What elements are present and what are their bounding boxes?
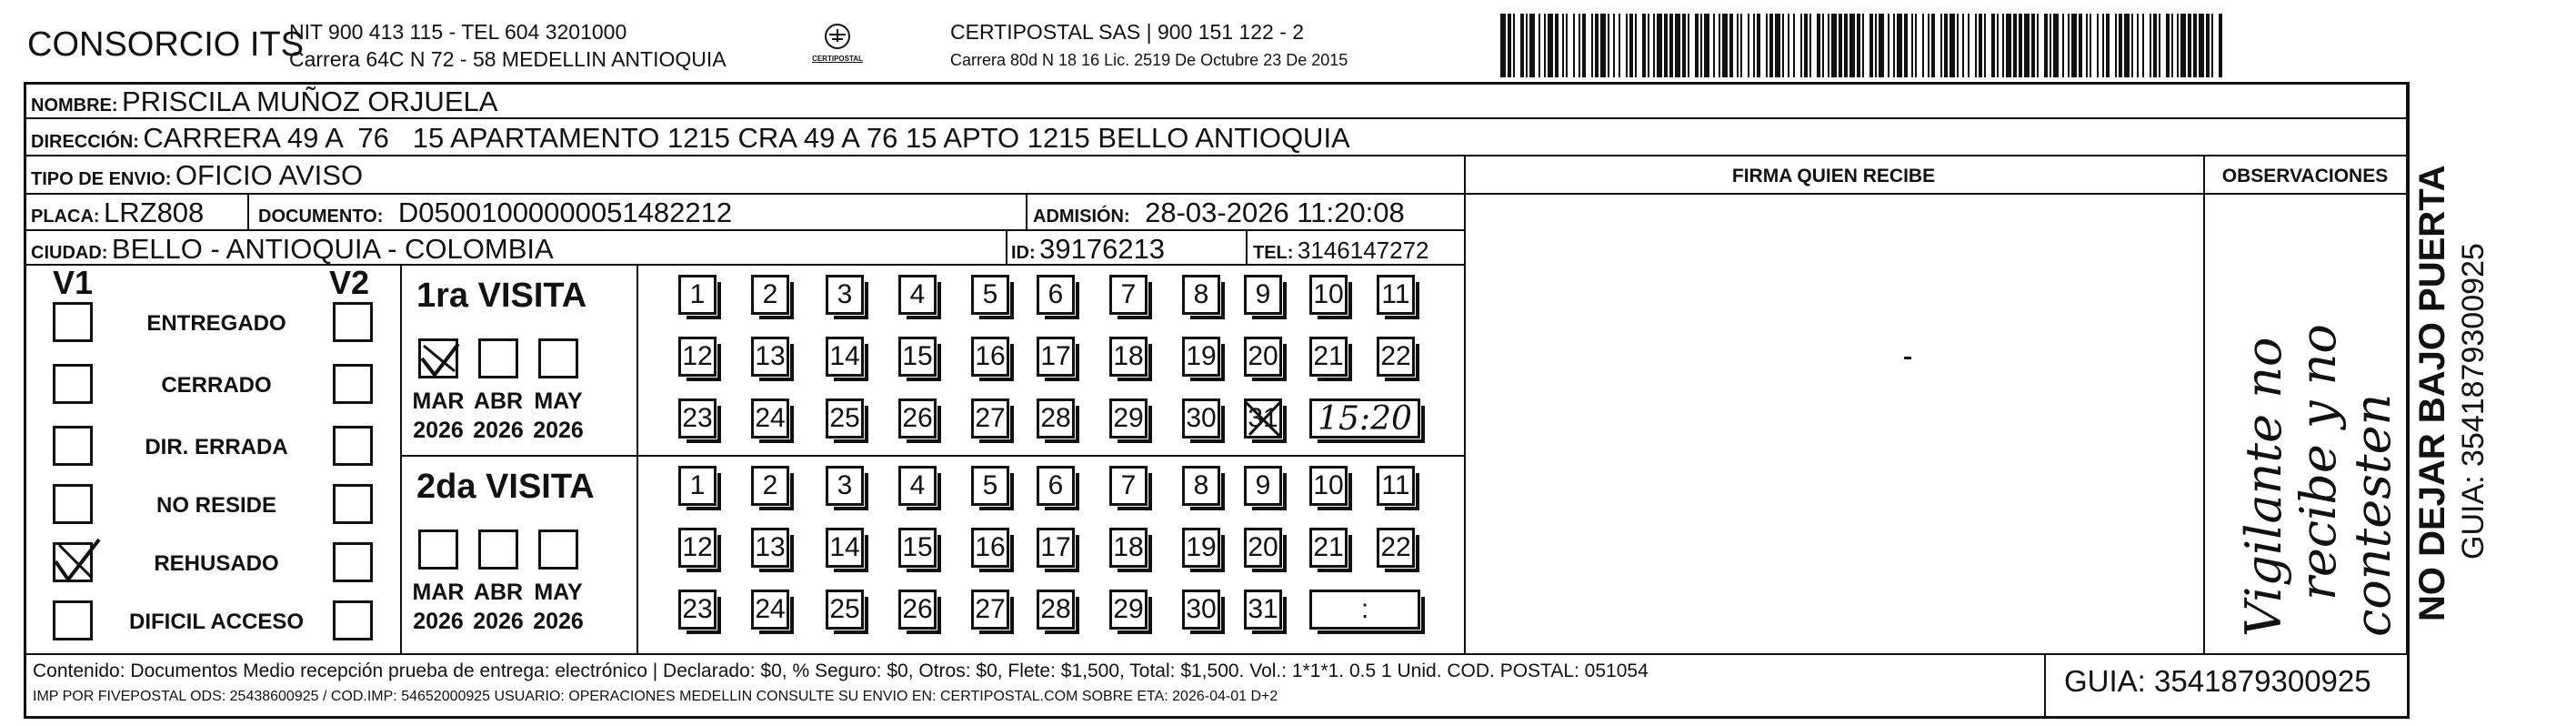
documento-value: D05001000000051482212 [397,197,733,228]
day-number: 21 [1313,532,1344,562]
day-number: 12 [682,341,713,371]
day-box[interactable] [971,275,1009,315]
day-box[interactable] [678,590,717,630]
visit-title: 2da VISITA [416,468,595,506]
v2-checkbox[interactable] [333,302,373,342]
check-mark-icon [52,538,103,589]
status-label: CERRADO [161,373,272,398]
day-box[interactable] [1109,275,1148,315]
year-label: 2026 [533,418,584,443]
day-box[interactable] [751,337,789,377]
day-number: 29 [1113,403,1144,433]
day-number: 6 [1047,470,1064,500]
tel-cell [1253,237,1429,265]
status-label: ENTREGADO [146,311,286,336]
day-number: 12 [682,532,713,562]
month-label: ABR [473,388,524,414]
day-box[interactable] [751,275,789,315]
tel-label: TEL: [1253,243,1294,263]
carrier-address: Carrera 80d N 18 16 Lic. 2519 De Octubre 23 De 2015 [950,51,1348,69]
year-label: 2026 [473,418,524,443]
tipo-value: OFICIO AVISO [175,159,364,191]
ciudad-value: BELLO - ANTIOQUIA - COLOMBIA [111,233,554,265]
admision-value: 28-03-2026 11:20:08 [1145,197,1405,228]
year-label: 2026 [413,609,464,634]
month-checkbox[interactable] [418,529,458,570]
day-number: 22 [1380,532,1411,562]
firma-label: FIRMA QUIEN RECIBE [1731,166,1936,187]
day-box[interactable] [751,528,789,568]
day-number: 16 [975,532,1006,562]
day-number: 10 [1313,470,1344,500]
day-box[interactable] [1109,466,1148,506]
day-box[interactable] [1037,466,1075,506]
id-value: 39176213 [1039,233,1166,265]
day-box[interactable] [678,398,717,439]
day-number: 10 [1313,279,1344,309]
time-box[interactable] [1309,590,1420,630]
ciudad-label: CIUDAD: [31,243,108,263]
day-number: 31 [1248,594,1278,624]
day-number: 4 [909,279,926,309]
v1-checkbox[interactable] [53,302,93,342]
day-box[interactable] [678,275,717,315]
day-box[interactable] [898,337,937,377]
day-number: 19 [1186,532,1217,562]
tipo-label: TIPO DE ENVIO: [31,169,172,189]
day-box[interactable] [1309,275,1348,315]
status-label: NO RESIDE [155,493,277,518]
day-box[interactable] [971,590,1009,630]
day-box[interactable] [1182,528,1220,568]
day-number: 11 [1381,279,1410,309]
day-box[interactable] [1109,590,1148,630]
side-guia: GUIA: 3541879300925 [2456,243,2491,560]
day-number: 13 [755,532,786,562]
day-number: 2 [762,470,778,500]
day-box[interactable] [678,466,717,506]
day-number: 9 [1255,279,1271,309]
day-box[interactable] [898,398,937,439]
documento-cell [258,197,732,229]
day-box[interactable] [1037,398,1075,439]
day-box[interactable] [1182,398,1220,439]
day-box[interactable] [826,398,864,439]
v1-checkbox[interactable] [53,364,93,404]
direccion-label: DIRECCIÓN: [31,132,139,152]
month-label: MAY [534,580,583,605]
day-number: 15 [902,532,933,562]
day-box[interactable] [1109,528,1148,568]
footer-guia: GUIA: 3541879300925 [2064,664,2371,698]
day-number: 23 [682,403,713,433]
observaciones-handwritten [2237,237,2419,637]
day-number: 26 [902,594,933,624]
day-number: 27 [975,594,1006,624]
day-box[interactable] [826,528,864,568]
day-box[interactable] [1037,275,1075,315]
day-number: 15 [902,341,933,371]
day-number: 22 [1380,341,1411,371]
day-number: 20 [1248,341,1278,371]
year-label: 2026 [473,609,524,634]
v2-checkbox[interactable] [333,364,373,404]
day-number: 7 [1120,470,1137,500]
day-box[interactable] [1182,466,1220,506]
day-box[interactable] [1037,590,1075,630]
nombre-value: PRISCILA MUÑOZ ORJUELA [122,86,498,117]
placa-value: LRZ808 [104,197,205,228]
day-box[interactable] [678,528,717,568]
day-number: 11 [1381,470,1410,500]
placa-label: PLACA: [31,207,100,227]
day-number: 3 [837,279,853,309]
day-number: 16 [975,341,1006,371]
v2-checkbox[interactable] [333,426,373,466]
tipo-row [31,159,363,192]
day-box[interactable] [971,528,1009,568]
barcode [1500,14,2223,77]
day-box[interactable] [826,590,864,630]
day-box[interactable] [678,337,717,377]
day-box[interactable] [1309,466,1348,506]
day-number: 2 [762,279,778,309]
day-number: 13 [755,341,786,371]
v1-label: V1 [53,264,94,301]
day-number: 7 [1120,279,1137,309]
day-box[interactable] [1182,590,1220,630]
time-value: : [1360,594,1369,624]
day-box[interactable] [1309,528,1348,568]
day-box[interactable] [826,466,864,506]
status-label: DIFICIL ACCESO [128,610,304,634]
admision-cell [1033,197,1405,229]
time-box[interactable] [1309,398,1420,439]
footer-imp: IMP POR FIVEPOSTAL ODS: 25438600925 / COD.IMP: 54652000925 USUARIO: OPERACIONES MEDELLIN CONSULTE SU ENVIO EN: CERTIPOSTAL.COM SOBRE ETA: 2026-04-01 D+2 [33,689,1278,704]
footer-contenido: Contenido: Documentos Medio recepción prueba de entrega: electrónico | Declarado: $0, % Seguro: $0, Otros: $0, Flete: $1,500, Total: $1,500. Vol.: 1*1*1. 0.5 1 Unid. COD. POSTAL: 051054 [33,660,1649,681]
day-number: 30 [1186,594,1217,624]
day-box[interactable] [1182,337,1220,377]
day-box[interactable] [826,337,864,377]
observation-line-2: recibe y no [2290,324,2347,600]
day-number: 1 [689,470,706,500]
company-nit: NIT 900 413 115 - TEL 604 3201000 [289,20,627,44]
day-number: 21 [1313,341,1344,371]
status-label: REHUSADO [154,551,279,576]
ciudad-cell [31,233,554,266]
day-box[interactable] [971,337,1009,377]
day-number: 19 [1186,341,1217,371]
visit-title: 1ra VISITA [416,277,587,315]
month-checkbox[interactable] [538,529,578,570]
v2-checkbox[interactable] [333,600,373,640]
observation-line-3: contesten [2344,393,2401,637]
day-number: 26 [902,403,933,433]
year-label: 2026 [533,609,584,634]
v1-checkbox[interactable] [53,600,93,640]
month-checkbox[interactable] [478,529,518,570]
month-checkbox[interactable] [418,338,458,378]
status-label: DIR. ERRADA [145,435,288,459]
observation-line-1: Vigilante no [2235,337,2292,637]
direccion-row [31,122,1350,155]
day-number: 5 [982,470,998,500]
day-number: 24 [755,594,786,624]
day-number: 24 [755,403,786,433]
day-box[interactable] [751,398,789,439]
day-number: 27 [975,403,1006,433]
v1-checkbox[interactable] [53,542,93,582]
month-checkbox[interactable] [538,338,578,378]
documento-label: DOCUMENTO: [258,207,384,227]
day-number: 17 [1040,532,1071,562]
day-number: 29 [1113,594,1144,624]
placa-cell [31,197,204,229]
day-box[interactable] [1244,275,1282,315]
day-number: 9 [1255,470,1271,500]
side-warning: NO DEJAR BAJO PUERTA [2412,165,2452,621]
carrier-name: CERTIPOSTAL SAS | 900 151 122 - 2 [950,20,1305,44]
day-number: 25 [829,594,860,624]
company-address: Carrera 64C N 72 - 58 MEDELLIN ANTIOQUIA [289,47,727,71]
nombre-row [31,86,497,118]
day-box[interactable] [1109,398,1148,439]
day-box[interactable] [1244,528,1282,568]
direccion-value: CARRERA 49 A 76 15 APARTAMENTO 1215 CRA 49 A 76 15 APTO 1215 BELLO ANTIOQUIA [143,122,1350,154]
day-box[interactable] [1377,528,1415,568]
company-name: CONSORCIO ITS [27,25,305,64]
day-box[interactable] [971,466,1009,506]
day-box[interactable] [1377,466,1415,506]
day-box[interactable] [1244,590,1282,630]
day-number: 8 [1193,279,1209,309]
month-label: MAY [534,388,583,414]
day-box[interactable] [751,466,789,506]
id-label: ID: [1011,243,1036,263]
day-number: 14 [829,532,860,562]
id-cell [1011,233,1165,266]
day-number: 3 [837,470,853,500]
day-box[interactable] [1244,398,1282,439]
day-box[interactable] [898,466,937,506]
day-number: 28 [1040,594,1071,624]
day-box[interactable] [1377,337,1415,377]
day-box[interactable] [751,590,789,630]
day-number: 14 [829,341,860,371]
certipostal-logo [807,18,867,73]
day-box[interactable] [1037,337,1075,377]
day-number: 8 [1193,470,1209,500]
year-label: 2026 [413,418,464,443]
month-checkbox[interactable] [478,338,518,378]
admision-label: ADMISIÓN: [1033,207,1130,227]
logo-text: CERTIPOSTAL [812,55,863,63]
month-label: MAR [412,388,465,414]
day-number: 28 [1040,403,1071,433]
observaciones-label: OBSERVACIONES [2221,166,2389,187]
day-number: 5 [982,279,998,309]
day-number: 17 [1040,341,1071,371]
v1-checkbox[interactable] [53,426,93,466]
month-label: MAR [412,580,465,605]
v1-checkbox[interactable] [53,484,93,524]
day-number: 18 [1113,341,1144,371]
day-box[interactable] [826,275,864,315]
day-number: 30 [1186,403,1217,433]
v2-checkbox[interactable] [333,542,373,582]
day-number: 25 [829,403,860,433]
day-box[interactable] [898,275,937,315]
check-mark-icon [418,338,464,384]
signature-tick [1904,357,1911,359]
day-box[interactable] [1309,337,1348,377]
day-box[interactable] [898,528,937,568]
day-number: 23 [682,594,713,624]
day-box[interactable] [1377,275,1415,315]
day-number: 20 [1248,532,1278,562]
day-number: 6 [1047,279,1064,309]
v2-checkbox[interactable] [333,484,373,524]
day-box[interactable] [971,398,1009,439]
day-number: 1 [689,279,706,309]
day-number: 31 [1248,403,1278,433]
month-label: ABR [473,580,524,605]
nombre-label: NOMBRE: [31,96,118,116]
tel-value: 3146147272 [1297,237,1429,264]
day-number: 18 [1113,532,1144,562]
day-box[interactable] [1037,528,1075,568]
day-number: 4 [909,470,926,500]
time-value: 15:20 [1318,399,1412,438]
signature-area[interactable] [1466,195,2202,653]
day-box[interactable] [1244,466,1282,506]
day-box[interactable] [1109,337,1148,377]
day-box[interactable] [1182,275,1220,315]
v2-label: V2 [329,264,370,301]
day-box[interactable] [898,590,937,630]
day-box[interactable] [1244,337,1282,377]
